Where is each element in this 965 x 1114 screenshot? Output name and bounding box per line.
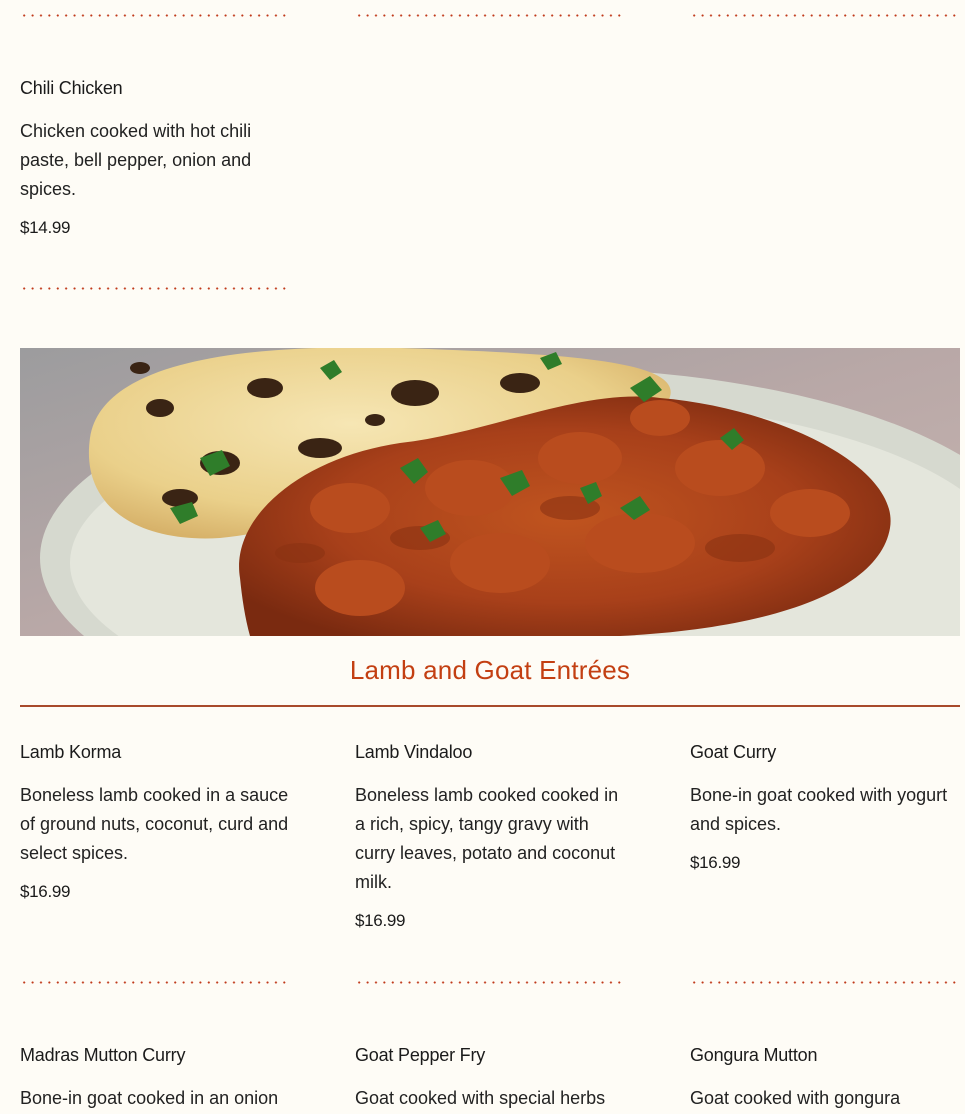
menu-item <box>355 1044 625 1113</box>
menu-item-price: $16.99 <box>690 853 741 872</box>
menu-item <box>20 77 290 238</box>
menu-item-name: Lamb Korma <box>20 742 122 762</box>
dotted-separator <box>20 14 290 17</box>
menu-item-name: Gongura Mutton <box>690 1045 818 1065</box>
dotted-separator <box>355 14 625 17</box>
menu-item-name: Lamb Vindaloo <box>355 742 473 762</box>
menu-item <box>690 1044 960 1113</box>
menu-item <box>690 741 960 873</box>
menu-item-name: Goat Pepper Fry <box>355 1045 486 1065</box>
menu-item-description: Bone-in goat cooked in an onion <box>20 1088 279 1108</box>
menu-item-description: Goat cooked with special herbs <box>355 1088 606 1108</box>
menu-item <box>355 741 625 931</box>
dotted-separator <box>20 981 290 984</box>
dotted-separator <box>690 981 960 984</box>
section-hero-image <box>20 348 960 636</box>
menu-item-description: Boneless lamb cooked in a sauce of ground nuts, coconut, curd and select spices. <box>20 785 289 863</box>
menu-item-price: $16.99 <box>20 882 71 901</box>
dotted-separator <box>690 14 960 17</box>
menu-item-name: Chili Chicken <box>20 78 123 98</box>
menu-item-description: Bone-in goat cooked with yogurt and spices. <box>690 785 948 834</box>
dotted-separator <box>20 287 290 290</box>
menu-item <box>20 741 290 902</box>
menu-item-description: Boneless lamb cooked cooked in a rich, spicy, tangy gravy with curry leaves, potato and coconut milk. <box>355 785 619 892</box>
menu-item-name: Goat Curry <box>690 742 777 762</box>
curry-plate-illustration <box>20 348 960 636</box>
menu-item-price: $16.99 <box>355 911 406 930</box>
menu-item-price: $14.99 <box>20 218 71 237</box>
section-divider <box>20 705 960 707</box>
section-title: Lamb and Goat Entrées <box>349 655 631 685</box>
menu-item <box>20 1044 290 1113</box>
menu-item-name: Madras Mutton Curry <box>20 1045 186 1065</box>
menu-item-description: Goat cooked with gongura <box>690 1088 901 1108</box>
menu-item-description: Chicken cooked with hot chili paste, bell pepper, onion and spices. <box>20 121 252 199</box>
dotted-separator <box>355 981 625 984</box>
